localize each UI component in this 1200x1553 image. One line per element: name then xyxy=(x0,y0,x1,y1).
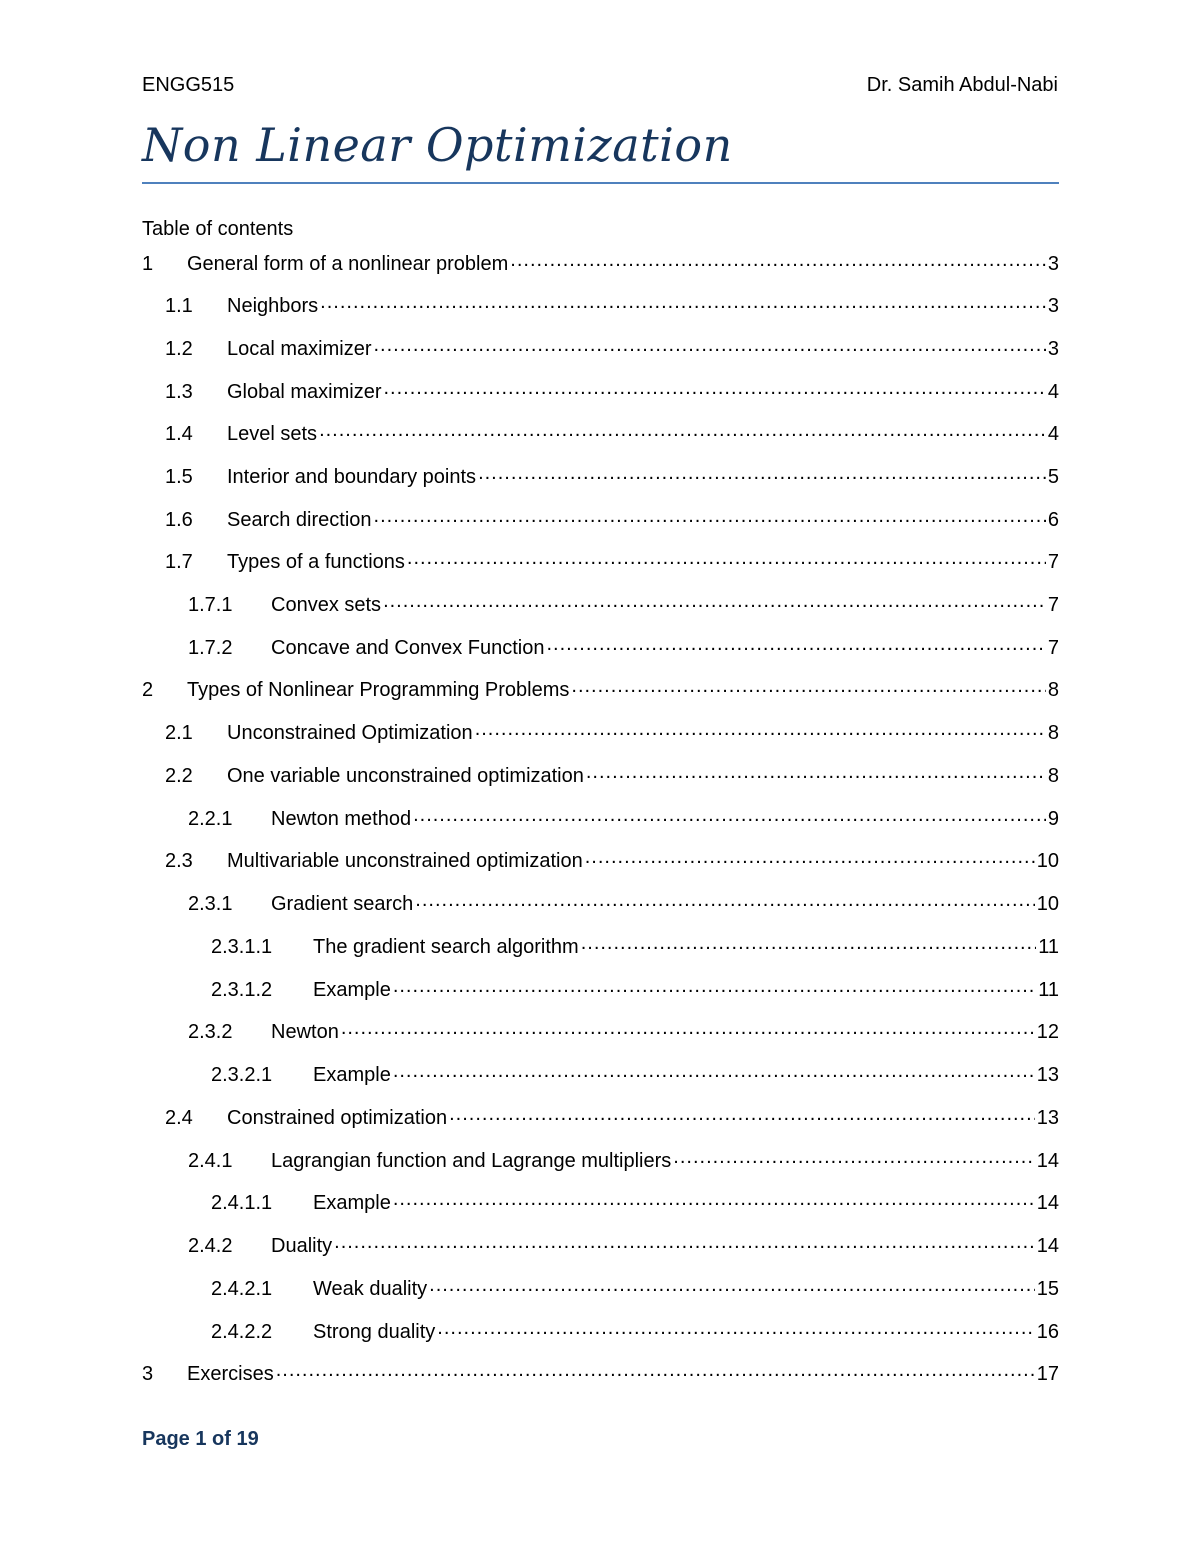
toc-dot-leader xyxy=(341,1018,1035,1038)
toc-entry-number: 2.3.2 xyxy=(188,1021,233,1043)
toc-entry-label: Types of a functions xyxy=(227,551,405,573)
toc-entry[interactable] xyxy=(142,847,1059,873)
toc-entry-number: 1.7 xyxy=(165,551,193,573)
toc-entry-page-number: 5 xyxy=(1047,466,1059,488)
toc-entry-page-number: 10 xyxy=(1036,850,1059,872)
toc-entry[interactable] xyxy=(142,762,1059,788)
toc-entry-label: Interior and boundary points xyxy=(227,466,477,488)
toc-entry-page-number: 4 xyxy=(1047,423,1059,445)
toc-entry-page-number: 10 xyxy=(1036,893,1059,915)
toc-entry-label: Neighbors xyxy=(227,295,319,317)
toc-heading: Table of contents xyxy=(142,218,294,240)
title-underline-divider xyxy=(142,182,1059,184)
toc-entry-page-number: 7 xyxy=(1047,594,1059,616)
toc-entry[interactable] xyxy=(142,506,1059,532)
toc-entry[interactable] xyxy=(142,591,1059,617)
toc-entry-number: 2 xyxy=(142,679,154,701)
toc-entry[interactable] xyxy=(142,420,1059,446)
toc-dot-leader xyxy=(449,1104,1035,1124)
toc-entry-number: 1.2 xyxy=(165,338,193,360)
toc-entry[interactable] xyxy=(142,890,1059,916)
toc-entry-page-number: 13 xyxy=(1036,1064,1059,1086)
toc-entry-page-number: 3 xyxy=(1047,338,1059,360)
toc-entry[interactable] xyxy=(142,1147,1059,1173)
toc-entry[interactable] xyxy=(142,976,1059,1002)
toc-entry[interactable] xyxy=(142,1189,1059,1215)
toc-entry-label: Example xyxy=(313,1064,391,1086)
toc-entry-page-number: 7 xyxy=(1047,551,1059,573)
toc-entry[interactable] xyxy=(142,634,1059,660)
toc-entry-number: 2.1 xyxy=(165,722,193,744)
toc-entry-number: 3 xyxy=(142,1363,154,1385)
toc-entry-page-number: 3 xyxy=(1047,295,1059,317)
toc-entry[interactable] xyxy=(142,1061,1059,1087)
toc-entry-page-number: 8 xyxy=(1047,722,1059,744)
toc-dot-leader xyxy=(383,591,1046,611)
toc-entry-label: Types of Nonlinear Programming Problems xyxy=(187,679,570,701)
toc-entry-number: 1.4 xyxy=(165,423,193,445)
toc-entry-number: 2.2 xyxy=(165,765,193,787)
toc-entry-number: 2.4.2.1 xyxy=(211,1278,273,1300)
toc-entry[interactable] xyxy=(142,805,1059,831)
toc-entry-number: 1.7.2 xyxy=(188,637,233,659)
toc-entry[interactable] xyxy=(142,378,1059,404)
toc-entry-number: 2.3.2.1 xyxy=(211,1064,273,1086)
toc-entry-number: 2.4 xyxy=(165,1107,193,1129)
toc-entry[interactable] xyxy=(142,1018,1059,1044)
toc-entry-page-number: 11 xyxy=(1038,936,1059,958)
toc-entry[interactable] xyxy=(142,1275,1059,1301)
toc-entry[interactable] xyxy=(142,933,1059,959)
toc-entry-page-number: 4 xyxy=(1047,381,1059,403)
toc-entry-page-number: 3 xyxy=(1047,253,1059,275)
toc-entry-page-number: 14 xyxy=(1036,1192,1059,1214)
toc-dot-leader xyxy=(586,762,1046,782)
toc-dot-leader xyxy=(374,506,1046,526)
toc-dot-leader xyxy=(581,933,1037,953)
toc-entry-number: 2.3.1.2 xyxy=(211,979,273,1001)
header-course-code: ENGG515 xyxy=(142,74,235,96)
toc-dot-leader xyxy=(334,1232,1035,1252)
toc-entry-page-number: 6 xyxy=(1047,509,1059,531)
toc-dot-leader xyxy=(571,676,1045,696)
toc-dot-leader xyxy=(320,292,1046,312)
toc-dot-leader xyxy=(413,805,1046,825)
toc-dot-leader xyxy=(547,634,1046,654)
toc-entry-number: 2.4.2.2 xyxy=(211,1321,273,1343)
toc-entry-number: 2.3 xyxy=(165,850,193,872)
toc-entry-label: Local maximizer xyxy=(227,338,372,360)
toc-entry-number: 1.6 xyxy=(165,509,193,531)
toc-entry-label: Level sets xyxy=(227,423,318,445)
toc-entry[interactable] xyxy=(142,1232,1059,1258)
toc-entry-page-number: 16 xyxy=(1036,1321,1059,1343)
toc-entry-label: Newton xyxy=(271,1021,339,1043)
toc-entry-label: Concave and Convex Function xyxy=(271,637,545,659)
toc-entry-page-number: 13 xyxy=(1036,1107,1059,1129)
toc-entry-label: Example xyxy=(313,1192,391,1214)
toc-entry-page-number: 14 xyxy=(1036,1235,1059,1257)
toc-dot-leader xyxy=(673,1147,1034,1167)
toc-entry[interactable] xyxy=(142,548,1059,574)
toc-entry[interactable] xyxy=(142,250,1059,276)
toc-entry-label: Weak duality xyxy=(313,1278,428,1300)
toc-entry-label: Duality xyxy=(271,1235,333,1257)
toc-dot-leader xyxy=(510,250,1046,270)
toc-entry-number: 2.2.1 xyxy=(188,808,233,830)
toc-entry-label: Constrained optimization xyxy=(227,1107,448,1129)
toc-entry-page-number: 9 xyxy=(1047,808,1059,830)
toc-entry-label: Global maximizer xyxy=(227,381,382,403)
toc-entry-label: Lagrangian function and Lagrange multipliers xyxy=(271,1150,672,1172)
toc-dot-leader xyxy=(585,847,1035,867)
toc-dot-leader xyxy=(373,335,1045,355)
toc-entry[interactable] xyxy=(142,335,1059,361)
toc-entry-label: Convex sets xyxy=(271,594,382,616)
page-number-footer: Page 1 of 19 xyxy=(142,1428,259,1450)
document-title: Non Linear Optimization xyxy=(142,118,733,172)
toc-entry-label: The gradient search algorithm xyxy=(313,936,579,958)
toc-entry[interactable] xyxy=(142,1104,1059,1130)
toc-entry-label: Gradient search xyxy=(271,893,414,915)
toc-dot-leader xyxy=(383,378,1045,398)
toc-entry-page-number: 7 xyxy=(1047,637,1059,659)
toc-entry-page-number: 17 xyxy=(1036,1363,1059,1385)
toc-entry-number: 1.3 xyxy=(165,381,193,403)
toc-entry-label: Newton method xyxy=(271,808,412,830)
toc-entry-page-number: 14 xyxy=(1036,1150,1059,1172)
toc-entry-number: 2.4.1 xyxy=(188,1150,233,1172)
toc-entry-page-number: 15 xyxy=(1036,1278,1059,1300)
toc-entry-label: Multivariable unconstrained optimization xyxy=(227,850,583,872)
toc-entry-label: Exercises xyxy=(187,1363,274,1385)
toc-dot-leader xyxy=(437,1318,1034,1338)
toc-entry-label: Unconstrained Optimization xyxy=(227,722,473,744)
toc-entry[interactable] xyxy=(142,292,1059,318)
toc-dot-leader xyxy=(393,976,1036,996)
toc-dot-leader xyxy=(393,1061,1035,1081)
toc-entry-page-number: 8 xyxy=(1047,765,1059,787)
toc-entry-number: 1.1 xyxy=(165,295,193,317)
toc-entry[interactable] xyxy=(142,719,1059,745)
toc-dot-leader xyxy=(478,463,1046,483)
toc-entry-page-number: 11 xyxy=(1038,979,1059,1001)
toc-entry[interactable] xyxy=(142,1318,1059,1344)
toc-entry-label: Example xyxy=(313,979,391,1001)
toc-entry-page-number: 8 xyxy=(1047,679,1059,701)
toc-dot-leader xyxy=(319,420,1046,440)
toc-entry-label: General form of a nonlinear problem xyxy=(187,253,509,275)
toc-entry-number: 2.4.2 xyxy=(188,1235,233,1257)
toc-entry-page-number: 12 xyxy=(1036,1021,1059,1043)
toc-entry-label: Search direction xyxy=(227,509,372,531)
header-author: Dr. Samih Abdul-Nabi xyxy=(866,74,1058,96)
toc-entry[interactable] xyxy=(142,676,1059,702)
toc-entry-label: One variable unconstrained optimization xyxy=(227,765,584,787)
toc-dot-leader xyxy=(276,1360,1035,1380)
toc-entry-number: 2.4.1.1 xyxy=(211,1192,273,1214)
toc-dot-leader xyxy=(475,719,1046,739)
toc-dot-leader xyxy=(393,1189,1035,1209)
toc-entry-number: 1.7.1 xyxy=(188,594,233,616)
toc-dot-leader xyxy=(429,1275,1035,1295)
toc-dot-leader xyxy=(407,548,1046,568)
toc-dot-leader xyxy=(415,890,1034,910)
toc-entry-number: 1 xyxy=(142,253,154,275)
toc-entry-label: Strong duality xyxy=(313,1321,436,1343)
toc-entry-number: 1.5 xyxy=(165,466,193,488)
toc-entry-number: 2.3.1.1 xyxy=(211,936,273,958)
toc-entry[interactable] xyxy=(142,1360,1059,1386)
toc-entry-number: 2.3.1 xyxy=(188,893,233,915)
toc-entry[interactable] xyxy=(142,463,1059,489)
